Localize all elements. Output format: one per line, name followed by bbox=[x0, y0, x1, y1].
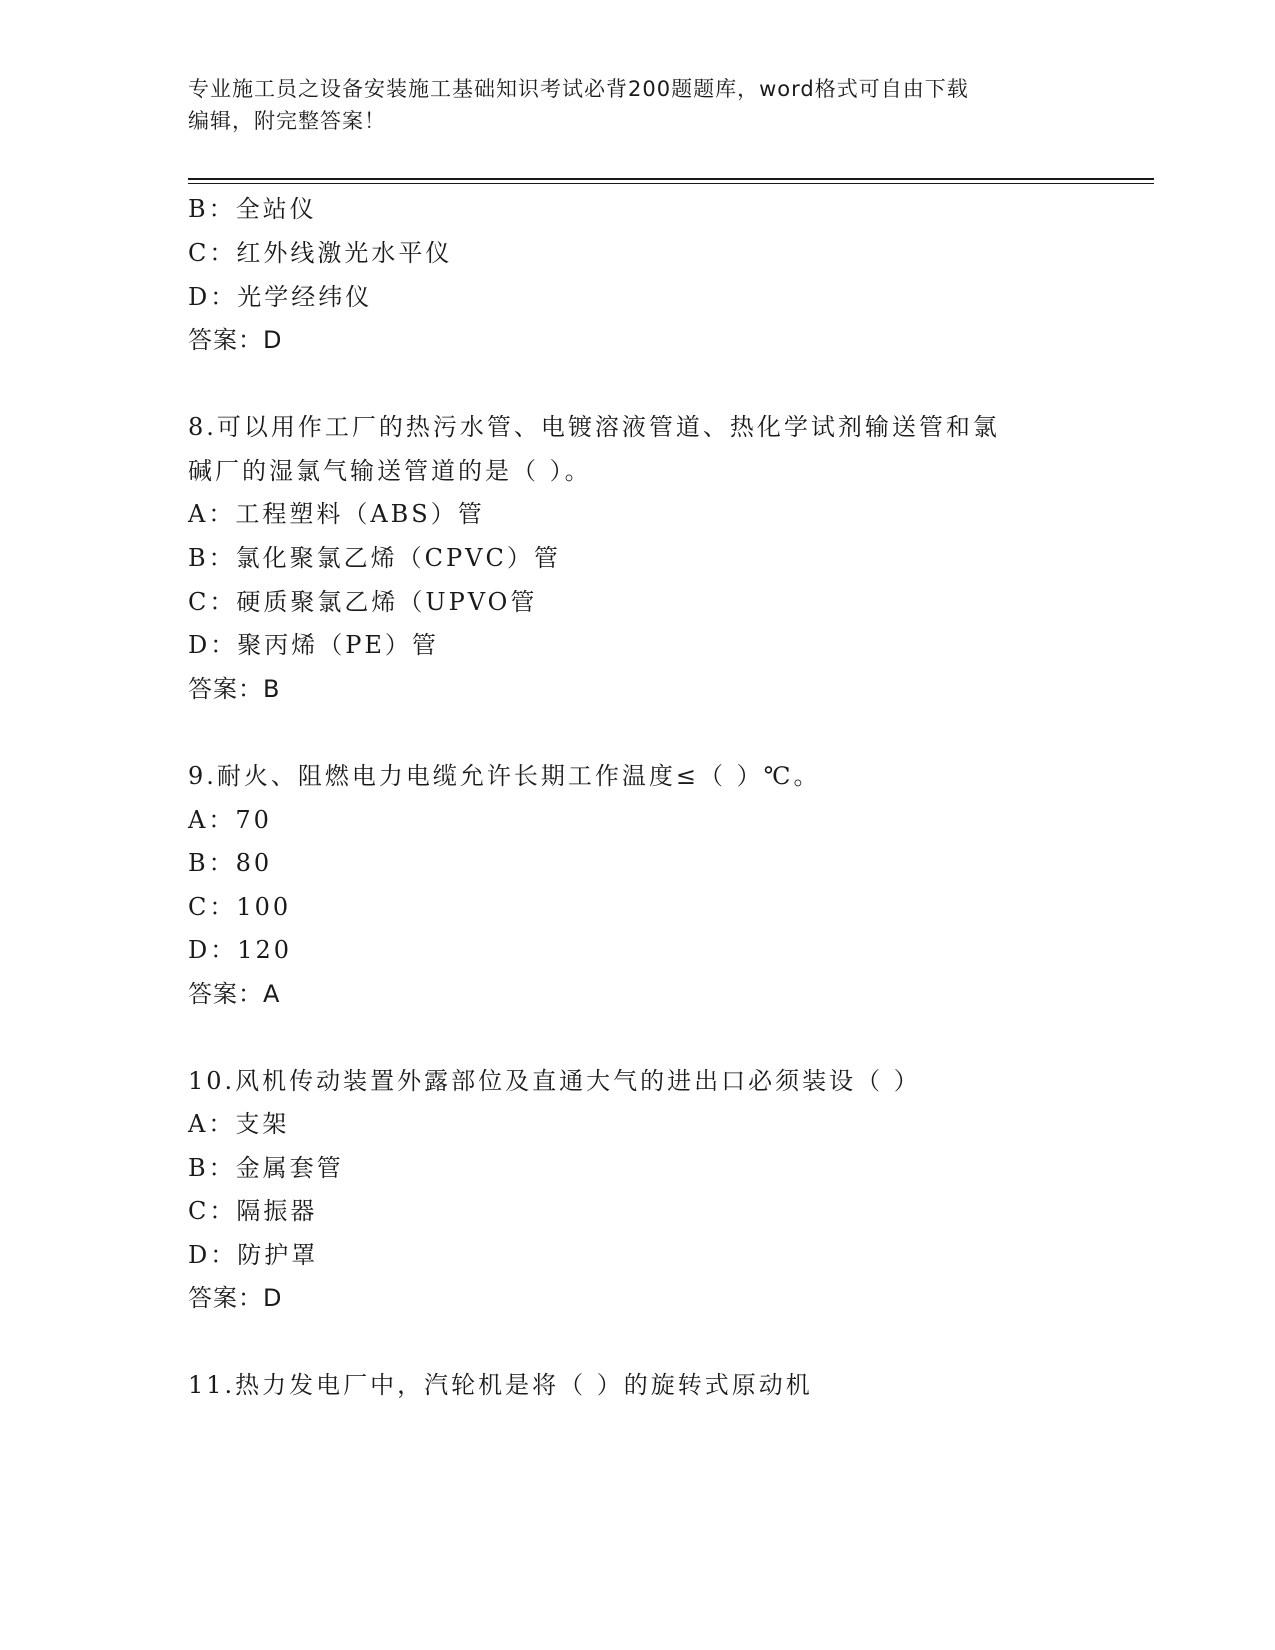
q8-stem-line-1: 8.可以用作工厂的热污水管、电镀溶液管道、热化学试剂输送管和氯 bbox=[188, 413, 1000, 441]
q8-option-c: C：硬质聚氯乙烯（UPVO管 bbox=[188, 588, 538, 616]
header-title-line-1: 专业施工员之设备安装施工基础知识考试必背200题题库，word格式可自由下载 bbox=[188, 77, 969, 101]
q9-option-d: D：120 bbox=[188, 936, 293, 964]
header-divider-thick bbox=[188, 178, 1154, 180]
q10-option-b: B：金属套管 bbox=[188, 1154, 344, 1182]
q8-option-a: A：工程塑料（ABS）管 bbox=[188, 500, 485, 528]
q10-stem: 10.风机传动装置外露部位及直通大气的进出口必须装设（ ） bbox=[188, 1067, 921, 1095]
q9-option-a: A：70 bbox=[188, 806, 272, 834]
q8-stem-line-2: 碱厂的湿氯气输送管道的是（ ）。 bbox=[188, 457, 592, 485]
q9-option-b: B：80 bbox=[188, 849, 273, 877]
q10-option-c: C：隔振器 bbox=[188, 1197, 318, 1225]
q8-option-d: D：聚丙烯（PE）管 bbox=[188, 631, 439, 659]
q8-option-b: B：氯化聚氯乙烯（CPVC）管 bbox=[188, 544, 561, 572]
q11-stem: 11.热力发电厂中，汽轮机是将（ ）的旋转式原动机 bbox=[188, 1371, 813, 1399]
q9-answer: 答案：A bbox=[188, 980, 281, 1008]
q8-answer: 答案：B bbox=[188, 675, 281, 703]
q7-option-c: C：红外线激光水平仪 bbox=[188, 239, 453, 267]
q10-option-d: D：防护罩 bbox=[188, 1241, 319, 1269]
q7-option-b: B：全站仪 bbox=[188, 195, 317, 223]
q9-option-c: C：100 bbox=[188, 893, 292, 921]
q7-option-d: D：光学经纬仪 bbox=[188, 283, 373, 311]
header-divider-thin bbox=[188, 183, 1154, 184]
q9-stem: 9.耐火、阻燃电力电缆允许长期工作温度≤（ ）℃。 bbox=[188, 762, 821, 790]
header-title-line-2: 编辑，附完整答案！ bbox=[188, 109, 386, 133]
q10-option-a: A：支架 bbox=[188, 1110, 290, 1138]
q10-answer: 答案：D bbox=[188, 1284, 283, 1312]
q7-answer: 答案：D bbox=[188, 326, 283, 354]
document-header bbox=[188, 73, 1068, 137]
